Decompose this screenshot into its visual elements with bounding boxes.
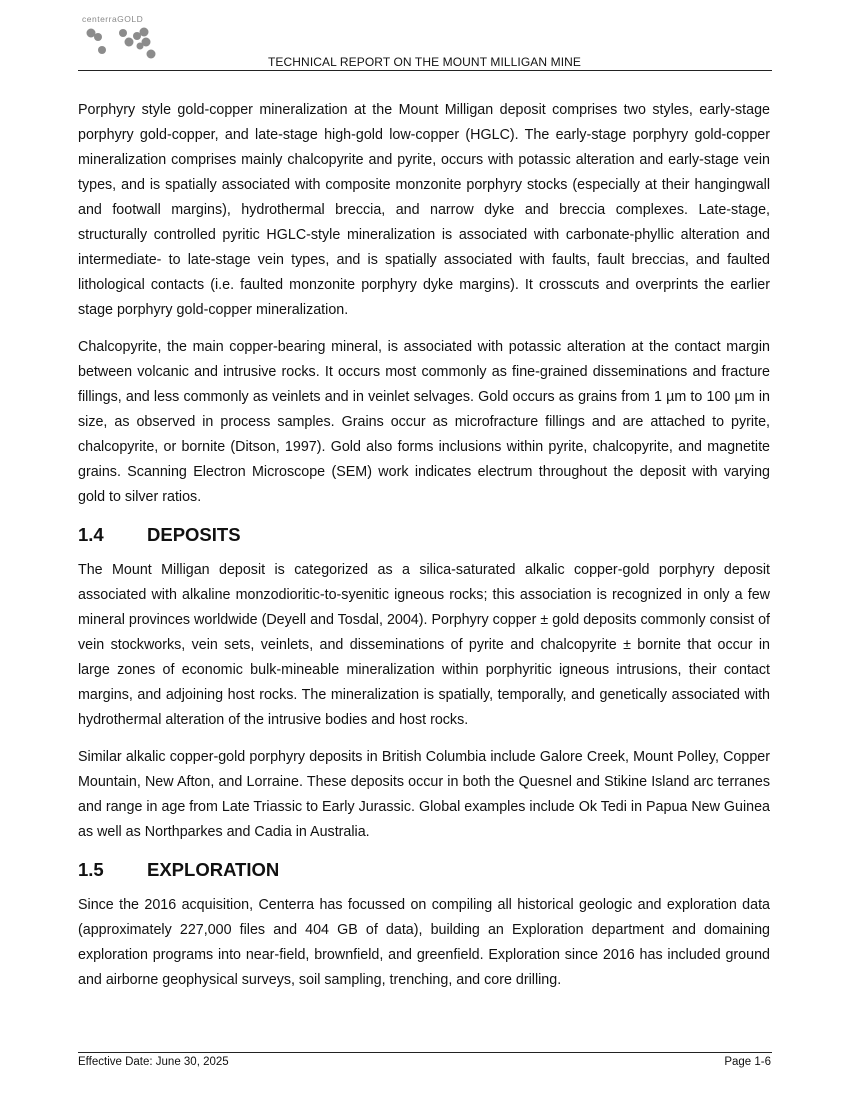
footer-effective-date: Effective Date: June 30, 2025 [78,1056,229,1068]
paragraph: Similar alkalic copper-gold porphyry deposits in British Columbia include Galore Creek, Mount Polley, Copper Mountain, New Afton, and Lorraine. These deposits occur in both the Quesnel and Stikine Island arc terranes and range in age from Late Triassic to Early Jurassic. Global examples include Ok Tedi in Papua New Guinea as well as Northparkes and Cadia in Australia. [78,749,770,840]
footer-page-number: Page 1-6 [724,1056,771,1068]
paragraph: Porphyry style gold-copper mineralization at the Mount Milligan deposit comprises two styles, early-stage porphyry gold-copper, and late-stage high-gold low-copper (HGLC). The early-stage porphyry gold-copper mineralization comprises mainly chalcopyrite and pyrite, occurs with potassic alteration and early-stage vein types, and is spatially associated with composite monzonite porphyry stocks (especially at their hangingwall and footwall margins), hydrothermal breccia, and narrow dyke and breccia complexes. Late-stage, structurally controlled pyritic HGLC-style mineralization is associated with carbonate-phyllic alteration and intermediate- to late-stage vein types, and is spatially associated with faults, fault breccias, and faulted lithological contacts (i.e. faulted monzonite porphyry dyke margins). It crosscuts and overprints the earlier stage porphyry gold-copper mineralization. [78,102,770,318]
header-divider [78,70,772,71]
paragraph: Chalcopyrite, the main copper-bearing mineral, is associated with potassic alteration at the contact margin between volcanic and intrusive rocks. It occurs most commonly as fine-grained disseminations and fracture fillings, and less commonly as veinlets and in veinlet selvages. Gold occurs as grains from 1 µm to 100 µm in size, as observed in process samples. Grains occur as microfracture fillings and are attached to pyrite, chalcopyrite, or bornite (Ditson, 1997). Gold also forms inclusions within pyrite, chalcopyrite, and magnetite grains. Scanning Electron Microscope (SEM) work indicates electrum throughout the deposit with varying gold to silver ratios. [78,339,770,505]
section-number: 1.5 [78,859,104,880]
section-number: 1.4 [78,524,104,545]
footer-divider [78,1052,772,1053]
paragraph: Since the 2016 acquisition, Centerra has focussed on compiling all historical geologic and exploration data (approximately 227,000 files and 404 GB of data), building an Exploration department and domaining exploration programs into near-field, brownfield, and greenfield. Exploration since 2016 has included ground and airborne geophysical surveys, soil sampling, trenching, and core drilling. [78,897,770,988]
section-title: EXPLORATION [147,859,280,880]
report-header-title: TECHNICAL REPORT ON THE MOUNT MILLIGAN MINE [267,55,581,69]
section-title: DEPOSITS [147,524,241,545]
section-heading-deposits [78,522,770,548]
paragraph: The Mount Milligan deposit is categorized as a silica-saturated alkalic copper-gold porphyry deposit associated with alkaline monzodioritic-to-syenitic igneous rocks; this association is recognized in only a few mineral provinces worldwide (Deyell and Tosdal, 2004). Porphyry copper ± gold deposits commonly consist of vein stockworks, vein sets, veinlets, and disseminations of pyrite and chalcopyrite ± bornite that occur in large zones of economic bulk-mineable mineralization within porphyritic igneous intrusions, their contact margins, and adjoining host rocks. The mineralization is spatially, temporally, and genetically associated with hydrothermal alteration of the intrusive bodies and host rocks. [78,562,770,728]
section-heading-exploration [78,857,770,883]
logo-wordmark: centerraGOLD [82,14,144,24]
page-content [78,98,770,1005]
